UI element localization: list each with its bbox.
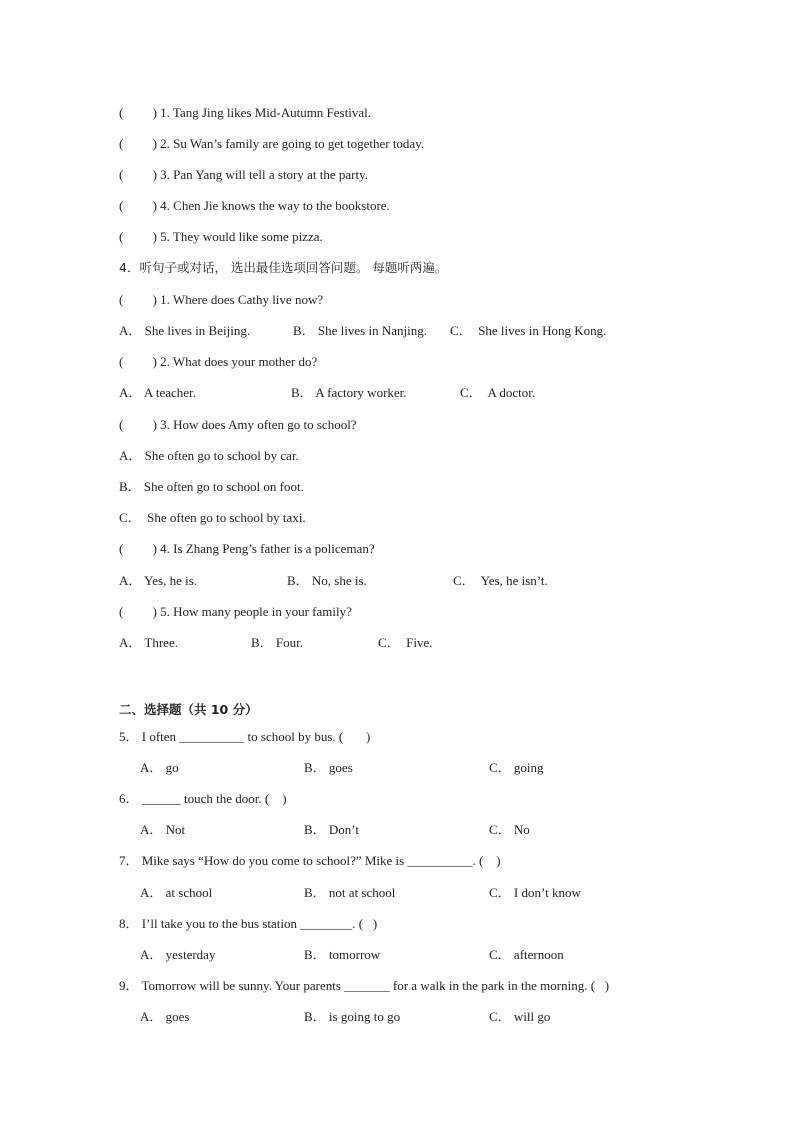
tf-item-3: ( ) 3. Pan Yang will tell a story at the party. bbox=[119, 167, 369, 182]
mc-question-8: 8． I’ll take you to the bus station ________. ( ) bbox=[119, 916, 378, 931]
q4-5-option-a: A． Three. bbox=[119, 635, 178, 650]
q4-3-option-c: C． She often go to school by taxi. bbox=[119, 510, 306, 525]
q4-5-option-b: B． Four. bbox=[251, 635, 304, 650]
q4-2-option-c: C． A doctor. bbox=[460, 385, 536, 400]
q4-4-option-c: C． Yes, he isn’t. bbox=[453, 573, 548, 588]
q4-3-option-b: B． She often go to school on foot. bbox=[119, 479, 304, 494]
tf-item-5: ( ) 5. They would like some pizza. bbox=[119, 229, 323, 244]
tf-item-4: ( ) 4. Chen Jie knows the way to the bookstore. bbox=[119, 198, 390, 213]
q4-3-option-a: A． She often go to school by car. bbox=[119, 448, 299, 463]
q4-1-option-a: A． She lives in Beijing. bbox=[119, 323, 251, 338]
section-2-title: 二、选择题（共 10 分） bbox=[119, 702, 258, 717]
mc-9-option-c: C． will go bbox=[489, 1009, 551, 1024]
q4-4-option-b: B． No, she is. bbox=[287, 573, 367, 588]
mc-8-option-c: C． afternoon bbox=[489, 947, 564, 962]
q4-header: 4．听句子或对话， 选出最佳选项回答问题。 每题听两遍。 bbox=[119, 260, 448, 275]
q4-question-5: ( ) 5. How many people in your family? bbox=[119, 604, 352, 619]
q4-4-option-a: A． Yes, he is. bbox=[119, 573, 198, 588]
mc-8-option-b: B． tomorrow bbox=[304, 947, 381, 962]
mc-question-5: 5． I often __________ to school by bus. ( ) bbox=[119, 729, 371, 744]
mc-question-6: 6． ______ touch the door. ( ) bbox=[119, 791, 287, 806]
mc-question-7: 7． Mike says “How do you come to school?” Mike is __________. ( ) bbox=[119, 853, 501, 868]
mc-5-option-a: A． go bbox=[140, 760, 179, 775]
q4-1-option-b: B． She lives in Nanjing. bbox=[293, 323, 427, 338]
q4-question-3: ( ) 3. How does Amy often go to school? bbox=[119, 417, 357, 432]
tf-item-1: ( ) 1. Tang Jing likes Mid-Autumn Festival. bbox=[119, 105, 371, 120]
mc-7-option-c: C． I don’t know bbox=[489, 885, 581, 900]
q4-question-2: ( ) 2. What does your mother do? bbox=[119, 354, 318, 369]
q4-1-option-c: C． She lives in Hong Kong. bbox=[450, 323, 607, 338]
mc-question-9: 9． Tomorrow will be sunny. Your parents _______ for a walk in the park in the morning. ( ) bbox=[119, 978, 610, 993]
q4-5-option-c: C． Five. bbox=[378, 635, 433, 650]
mc-7-option-a: A． at school bbox=[140, 885, 213, 900]
mc-9-option-a: A． goes bbox=[140, 1009, 190, 1024]
q4-question-4: ( ) 4. Is Zhang Peng’s father is a policeman? bbox=[119, 541, 375, 556]
mc-6-option-a: A． Not bbox=[140, 822, 186, 837]
q4-2-option-a: A． A teacher. bbox=[119, 385, 196, 400]
q4-question-1: ( ) 1. Where does Cathy live now? bbox=[119, 292, 324, 307]
mc-6-option-c: C． No bbox=[489, 822, 530, 837]
mc-8-option-a: A． yesterday bbox=[140, 947, 216, 962]
tf-item-2: ( ) 2. Su Wan’s family are going to get together today. bbox=[119, 136, 425, 151]
q4-2-option-b: B． A factory worker. bbox=[291, 385, 407, 400]
mc-9-option-b: B． is going to go bbox=[304, 1009, 401, 1024]
mc-6-option-b: B． Don’t bbox=[304, 822, 360, 837]
mc-7-option-b: B． not at school bbox=[304, 885, 396, 900]
mc-5-option-c: C． going bbox=[489, 760, 544, 775]
mc-5-option-b: B． goes bbox=[304, 760, 353, 775]
